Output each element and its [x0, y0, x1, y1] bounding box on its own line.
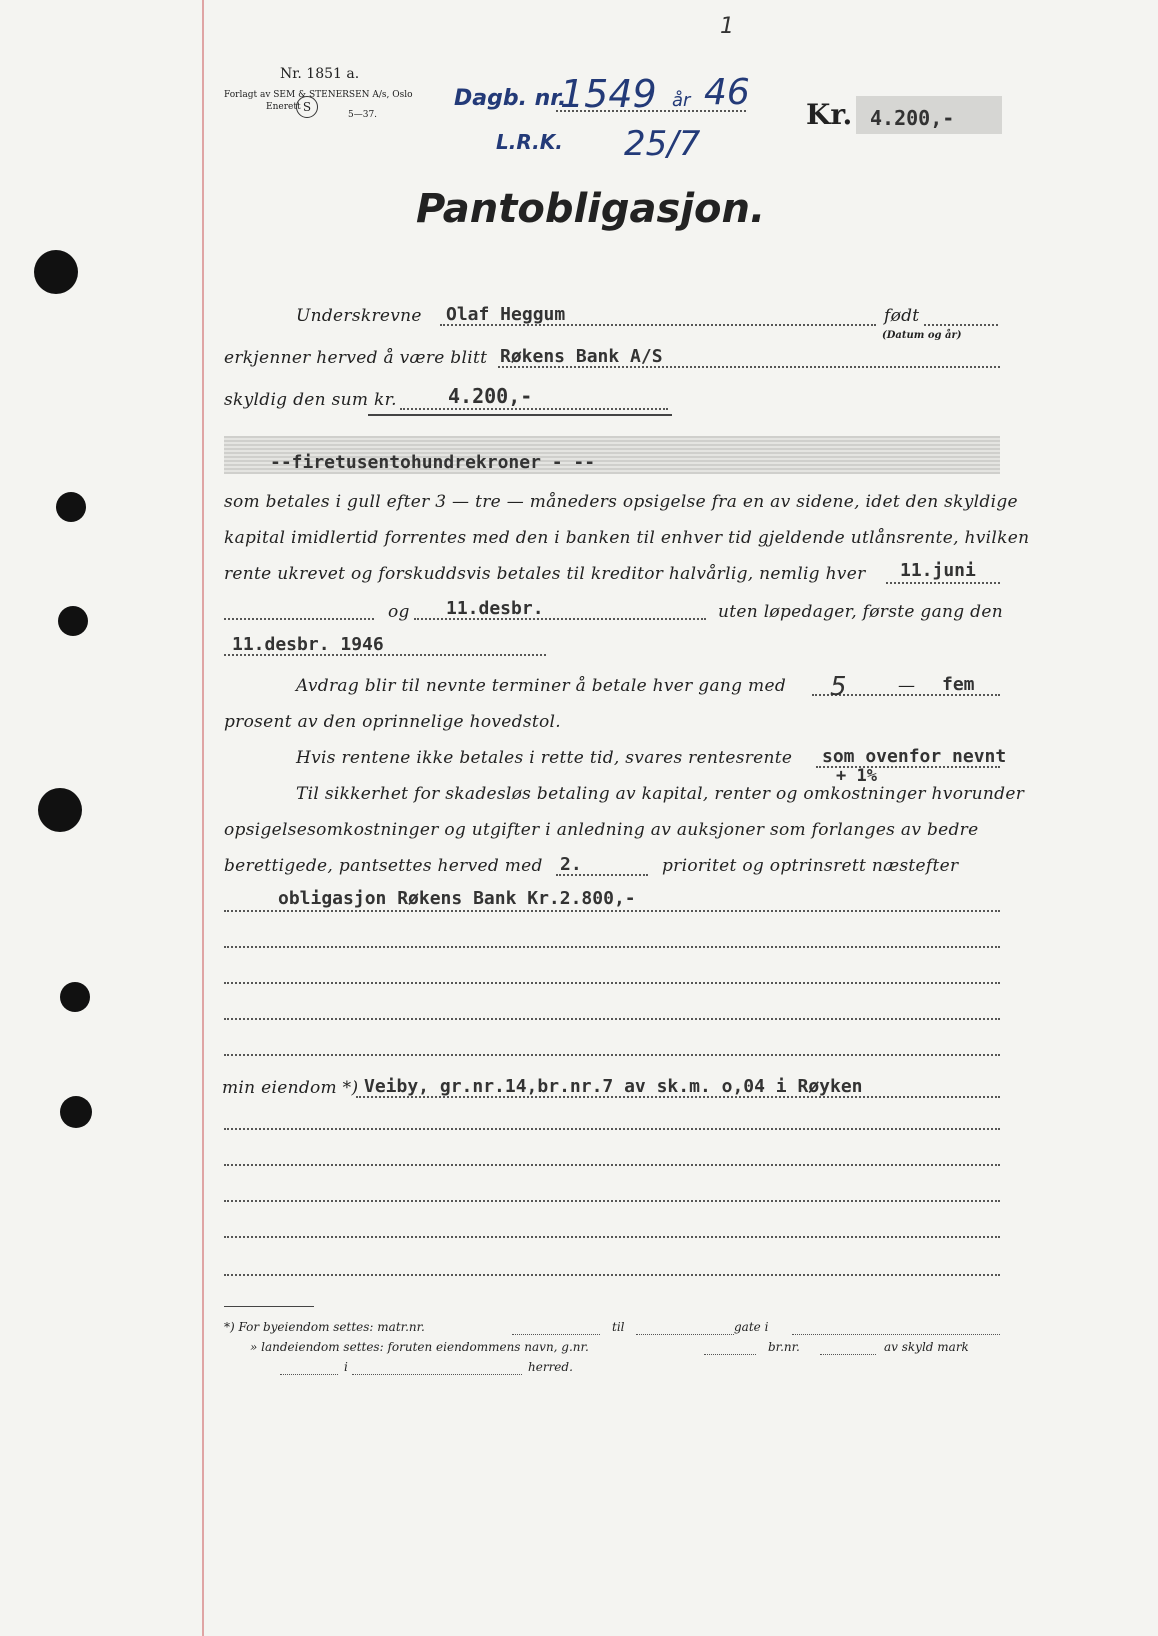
terms-line-1: som betales i gull efter 3 — tre — måneders opsigelse fra en av sidene, idet den skyldige: [224, 492, 1018, 512]
court-date: 25/7: [624, 124, 701, 164]
sum-value: 4.200,-: [448, 384, 533, 408]
punch-hole: [60, 982, 90, 1012]
publisher-enerett: Enerett: [266, 102, 301, 112]
footnote-dots: [792, 1334, 1000, 1335]
creditor-value: Røkens Bank A/S: [500, 346, 663, 367]
punch-hole: [60, 1096, 92, 1128]
avdrag-words: fem: [942, 674, 975, 695]
born-line: [924, 324, 998, 326]
blank-line: [224, 618, 374, 620]
term1-line: [886, 582, 1000, 584]
til-line-3: berettigede, pantsettes herved med: [224, 856, 543, 876]
footnote-l3b: herred.: [528, 1360, 573, 1374]
dagbok-label: Dagb. nr.: [454, 86, 567, 111]
footnote-dots: [820, 1354, 876, 1355]
avdrag-text: Avdrag blir til nevnte terminer å betale hver gang med: [296, 676, 786, 696]
page-title: Pantobligasjon.: [416, 186, 766, 232]
publisher-line: Forlagt av SEM & STENERSEN A/s, Oslo: [224, 90, 413, 100]
footnote-l2c: av skyld mark: [884, 1340, 969, 1354]
court-label: L.R.K.: [496, 130, 563, 154]
til-line-2: opsigelsesomkostninger og utgifter i anledning av auksjoner som forlanges av bedre: [224, 820, 979, 840]
footnote-l2a: » landeiendom settes: foruten eiendommens navn, g.nr.: [250, 1340, 589, 1354]
min-eiendom-label: min eiendom *): [222, 1078, 359, 1098]
acknowledge-label: erkjenner herved å være blitt: [224, 348, 488, 368]
blank-line: [224, 1128, 1000, 1130]
footnote-dots: [636, 1334, 734, 1335]
hvis-value: som ovenfor nevnt: [822, 746, 1007, 767]
property-value: Veiby, gr.nr.14,br.nr.7 av sk.m. o,04 i Røyken: [364, 1076, 863, 1097]
sum-underline: [368, 414, 672, 416]
term2-value: 11.desbr.: [446, 598, 544, 619]
publisher-code: 5—37.: [348, 110, 378, 120]
blank-line: [224, 1054, 1000, 1056]
footnote-l1a: *) For byeiendom settes: matr.nr.: [224, 1320, 425, 1334]
undersigned-label: Underskrevne: [296, 306, 422, 326]
footnote-dots: [704, 1354, 756, 1355]
footnote-rule: [224, 1306, 314, 1307]
footnote-l1b: til: [612, 1320, 625, 1334]
blank-line: [224, 1236, 1000, 1238]
top-mark: 1: [720, 14, 734, 39]
og-label: og: [388, 602, 410, 622]
terms-line-3: rente ukrevet og forskuddsvis betales til kreditor halvårlig, nemlig hver: [224, 564, 866, 584]
avdrag-dash: —: [898, 676, 916, 696]
first-date-value: 11.desbr. 1946: [232, 634, 384, 655]
terms-line-2: kapital imidlertid forrentes med den i banken til enhver tid gjeldende utlånsrente, hvilken: [224, 528, 1030, 548]
blank-line: [224, 1274, 1000, 1276]
owe-label: skyldig den sum kr.: [224, 390, 397, 410]
prior-obligation-line: [224, 910, 1000, 912]
dagbok-year-label: år: [672, 90, 691, 111]
kr-label: Kr.: [806, 98, 853, 131]
til-line-3-tail: prioritet og optrinsrett næstefter: [662, 856, 959, 876]
plus-note: + 1%: [836, 766, 877, 786]
blank-line: [224, 982, 1000, 984]
blank-line: [224, 1200, 1000, 1202]
punch-hole: [58, 606, 88, 636]
footnote-dots: [512, 1334, 600, 1335]
kr-amount: 4.200,-: [870, 106, 955, 130]
dagbok-number: 1549: [560, 72, 657, 116]
born-hint: (Datum og år): [882, 330, 962, 341]
prosent-text: prosent av den oprinnelige hovedstol.: [224, 712, 561, 732]
priority-value: 2.: [560, 854, 582, 875]
form-number: Nr. 1851 a.: [280, 66, 360, 82]
born-label: født: [884, 306, 920, 326]
dagbok-year: 46: [704, 72, 750, 113]
sum-line: [400, 408, 668, 410]
punch-hole: [56, 492, 86, 522]
prior-obligation-value: obligasjon Røkens Bank Kr.2.800,-: [278, 888, 636, 909]
punch-hole: [38, 788, 82, 832]
footnote-dots: [280, 1374, 338, 1375]
sum-words: --firetusentohundrekroner - --: [270, 452, 596, 473]
blank-line: [224, 1164, 1000, 1166]
blank-line: [224, 1018, 1000, 1020]
terms-line-4-tail: uten løpedager, første gang den: [718, 602, 1003, 622]
term1-value: 11.juni: [900, 560, 976, 581]
footnote-l3a: i: [344, 1360, 348, 1374]
footnote-l1c: gate i: [734, 1320, 769, 1334]
footnote-dots: [352, 1374, 522, 1375]
til-line-1: Til sikkerhet for skadesløs betaling av kapital, renter og omkostninger hvorunder: [296, 784, 1025, 804]
footnote-l2b: br.nr.: [768, 1340, 800, 1354]
margin-line: [202, 0, 204, 1636]
avdrag-number: 5: [830, 672, 847, 702]
undersigned-value: Olaf Heggum: [446, 304, 566, 325]
punch-hole: [34, 250, 78, 294]
publisher-seal-icon: S: [296, 96, 318, 118]
hvis-text: Hvis rentene ikke betales i rette tid, svares rentesrente: [296, 748, 793, 768]
blank-line: [224, 946, 1000, 948]
